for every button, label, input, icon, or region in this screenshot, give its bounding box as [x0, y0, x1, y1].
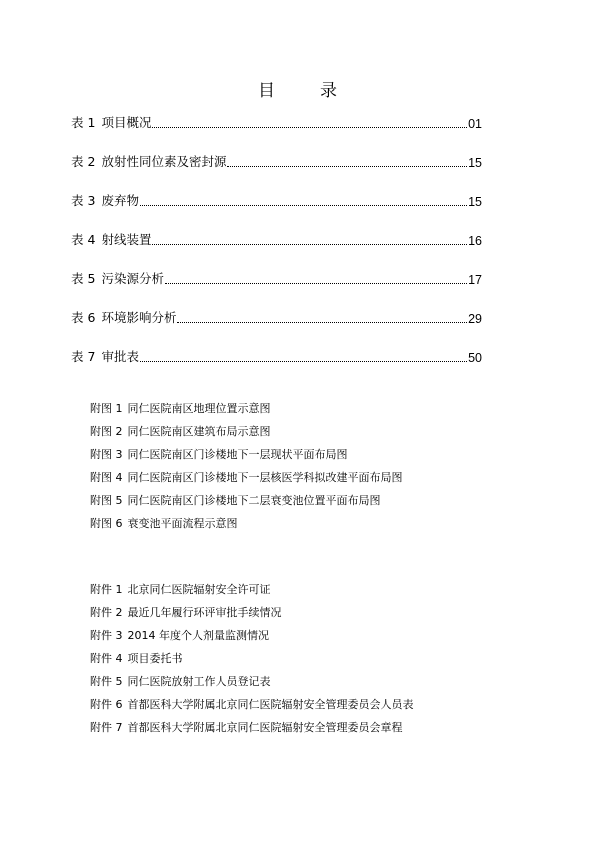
figure-number: 附图 3: [90, 448, 123, 461]
toc-entry: [71, 269, 482, 287]
figure-item: [90, 515, 238, 531]
toc-page-number: 16: [468, 234, 482, 248]
attachment-item: [90, 673, 271, 689]
toc-entry: [71, 152, 482, 170]
toc-page-number: 01: [468, 117, 482, 131]
figure-number: 附图 4: [90, 471, 123, 484]
figure-label: 同仁医院南区地理位置示意图: [127, 402, 271, 415]
toc-entry: [71, 113, 482, 131]
toc-page-number: 15: [468, 156, 482, 170]
toc-label: 废弃物: [101, 193, 139, 208]
toc-leader-dots: [152, 126, 467, 128]
figure-item: [90, 492, 381, 508]
toc-label: 项目概况: [101, 115, 152, 130]
figure-number: 附图 6: [90, 517, 123, 530]
figure-label: 同仁医院南区门诊楼地下一层现状平面布局图: [127, 448, 348, 461]
toc-number: 表 6: [71, 310, 96, 325]
figure-label: 同仁医院南区门诊楼地下一层核医学科拟改建平面布局图: [127, 471, 403, 484]
toc-label: 环境影响分析: [101, 310, 177, 325]
toc-number: 表 2: [71, 154, 96, 169]
attachment-number: 附件 2: [90, 606, 123, 619]
toc-number: 表 7: [71, 349, 96, 364]
attachment-label: 同仁医院放射工作人员登记表: [127, 675, 271, 688]
toc-leader-dots: [140, 204, 467, 206]
attachment-number: 附件 1: [90, 583, 123, 596]
toc-entry: [71, 191, 482, 209]
toc-number: 表 3: [71, 193, 96, 208]
toc-label: 污染源分析: [101, 271, 164, 286]
toc-leader-dots: [152, 243, 467, 245]
attachment-item: [90, 604, 282, 620]
figure-label: 同仁医院南区门诊楼地下二层衰变池位置平面布局图: [127, 494, 381, 507]
attachment-number: 附件 5: [90, 675, 123, 688]
figure-number: 附图 5: [90, 494, 123, 507]
attachment-item: [90, 581, 271, 597]
toc-number: 表 1: [71, 115, 96, 130]
toc-entry: [71, 308, 482, 326]
figure-number: 附图 1: [90, 402, 123, 415]
toc-label: 射线装置: [101, 232, 152, 247]
attachment-label: 最近几年履行环评审批手续情况: [127, 606, 282, 619]
attachment-number: 附件 4: [90, 652, 123, 665]
toc-label: 放射性同位素及密封源: [101, 154, 227, 169]
attachment-item: [90, 719, 403, 735]
figure-item: [90, 446, 348, 462]
toc-leader-dots: [227, 165, 467, 167]
toc-page-number: 50: [468, 351, 482, 365]
figure-label: 同仁医院南区建筑布局示意图: [127, 425, 271, 438]
attachment-label: 2014 年度个人剂量监测情况: [127, 629, 269, 642]
attachment-number: 附件 6: [90, 698, 123, 711]
toc-number: 表 5: [71, 271, 96, 286]
toc-leader-dots: [177, 321, 467, 323]
toc-entry: [71, 347, 482, 365]
figure-item: [90, 423, 271, 439]
toc-label: 审批表: [101, 349, 139, 364]
page-title: 目 录: [258, 81, 351, 101]
figure-label: 衰变池平面流程示意图: [127, 517, 238, 530]
toc-page-number: 15: [468, 195, 482, 209]
toc-leader-dots: [165, 282, 467, 284]
toc-entry: [71, 230, 482, 248]
attachment-label: 首都医科大学附属北京同仁医院辐射安全管理委员会章程: [127, 721, 403, 734]
toc-leader-dots: [140, 360, 467, 362]
toc-number: 表 4: [71, 232, 96, 247]
figure-item: [90, 469, 403, 485]
toc-page-number: 17: [468, 273, 482, 287]
attachment-item: [90, 627, 269, 643]
toc-page-number: 29: [468, 312, 482, 326]
attachment-number: 附件 7: [90, 721, 123, 734]
figure-number: 附图 2: [90, 425, 123, 438]
attachment-item: [90, 650, 183, 666]
figure-item: [90, 400, 271, 416]
attachment-label: 首都医科大学附属北京同仁医院辐射安全管理委员会人员表: [127, 698, 414, 711]
attachment-label: 项目委托书: [127, 652, 183, 665]
attachment-label: 北京同仁医院辐射安全许可证: [127, 583, 271, 596]
attachment-number: 附件 3: [90, 629, 123, 642]
attachment-item: [90, 696, 414, 712]
